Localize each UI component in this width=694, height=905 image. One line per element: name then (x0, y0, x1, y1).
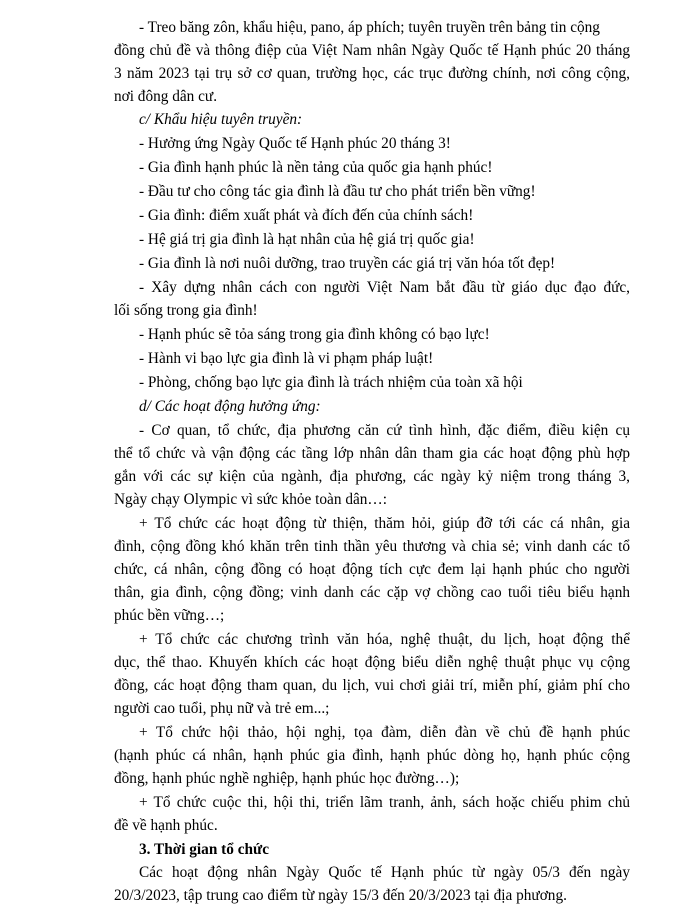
text-line: 20/3/2023, tập trung cao điểm từ ngày 15/3 đến 20/3/2023 tại địa phương. (114, 887, 567, 904)
subheading-slogans: c/ Khẩu hiệu tuyên truyền: (139, 111, 303, 128)
text-line: (hạnh phúc cá nhân, hạnh phúc gia đình, hạnh phúc dòng họ, hạnh phúc cộng (114, 747, 630, 764)
text-line: đồng, các hoạt động tham quan, du lịch, vui chơi giải trí, miễn phí, giảm phí cho (114, 677, 630, 694)
slogan-item: - Hưởng ứng Ngày Quốc tế Hạnh phúc 20 tháng 3! (139, 135, 451, 152)
subheading-activities: d/ Các hoạt động hưởng ứng: (139, 398, 321, 415)
text-line: Các hoạt động nhân Ngày Quốc tế Hạnh phúc từ ngày 05/3 đến ngày (139, 864, 630, 881)
text-line: Ngày chạy Olympic vì sức khỏe toàn dân…: (114, 491, 387, 508)
slogan-item: - Gia đình hạnh phúc là nền tảng của quốc gia hạnh phúc! (139, 159, 493, 176)
section-heading-time: 3. Thời gian tổ chức (139, 841, 269, 858)
text-line: + Tổ chức cuộc thi, hội thi, triển lãm tranh, ảnh, sách hoặc chiếu phim chủ (139, 794, 630, 811)
text-line: - Cơ quan, tổ chức, địa phương căn cứ tình hình, đặc điểm, điều kiện cụ (139, 422, 630, 439)
slogan-item: - Hành vi bạo lực gia đình là vi phạm pháp luật! (139, 350, 434, 367)
text-line: đình, cộng đồng khó khăn trên tinh thần yêu thương và chia sẻ; vinh danh các tổ (114, 538, 630, 555)
text-line: + Tổ chức các hoạt động từ thiện, thăm hỏi, giúp đỡ tới các cá nhân, gia (139, 515, 630, 532)
text-line: thân, gia đình, cộng đồng; vinh danh các cặp vợ chồng cao tuổi tiêu biểu hạnh (114, 584, 630, 601)
slogan-item: - Hạnh phúc sẽ tỏa sáng trong gia đình không có bạo lực! (139, 326, 490, 343)
slogan-item: - Gia đình: điểm xuất phát và đích đến của chính sách! (139, 207, 474, 224)
text-line: 3 năm 2023 tại trụ sở cơ quan, trường học, các trục đường chính, nơi công cộng, (114, 65, 630, 82)
text-line: chức, cá nhân, cộng đồng có hoạt động tích cực đem lại hạnh phúc cho người (114, 561, 630, 578)
text-line: đề về hạnh phúc. (114, 817, 218, 834)
text-line: gắn với các sự kiện của ngành, địa phương, các ngày kỷ niệm trong tháng 3, (114, 468, 630, 485)
text-line: đồng chủ đề và thông điệp của Việt Nam nhân Ngày Quốc tế Hạnh phúc 20 tháng (114, 42, 630, 59)
text-line: người cao tuổi, phụ nữ và trẻ em...; (114, 700, 330, 717)
slogan-item: - Đầu tư cho công tác gia đình là đầu tư cho phát triển bền vững! (139, 183, 536, 200)
text-line: - Treo băng zôn, khẩu hiệu, pano, áp phích; tuyên truyền trên bảng tin cộng (139, 19, 600, 36)
slogan-item: - Hệ giá trị gia đình là hạt nhân của hệ giá trị quốc gia! (139, 231, 475, 248)
slogan-item: - Gia đình là nơi nuôi dưỡng, trao truyền các giá trị văn hóa tốt đẹp! (139, 255, 556, 272)
text-line: - Xây dựng nhân cách con người Việt Nam bắt đầu từ giáo dục đạo đức, (139, 279, 630, 296)
text-line: lối sống trong gia đình! (114, 302, 258, 319)
text-line: + Tổ chức các chương trình văn hóa, nghệ thuật, du lịch, hoạt động thể (139, 631, 630, 648)
text-line: đồng, hạnh phúc nghề nghiệp, hạnh phúc học đường…); (114, 770, 460, 787)
text-line: nơi đông dân cư. (114, 88, 218, 105)
text-line: thể tổ chức và vận động các tầng lớp nhân dân tham gia các hoạt động phù hợp (114, 445, 630, 462)
text-line: dục, thể thao. Khuyến khích các hoạt động biểu diễn nghệ thuật phục vụ cộng (114, 654, 630, 671)
text-line: + Tổ chức hội thảo, hội nghị, tọa đàm, diễn đàn về chủ đề hạnh phúc (139, 724, 630, 741)
text-line: phúc bền vững…; (114, 607, 225, 624)
slogan-item: - Phòng, chống bạo lực gia đình là trách nhiệm của toàn xã hội (139, 374, 523, 391)
